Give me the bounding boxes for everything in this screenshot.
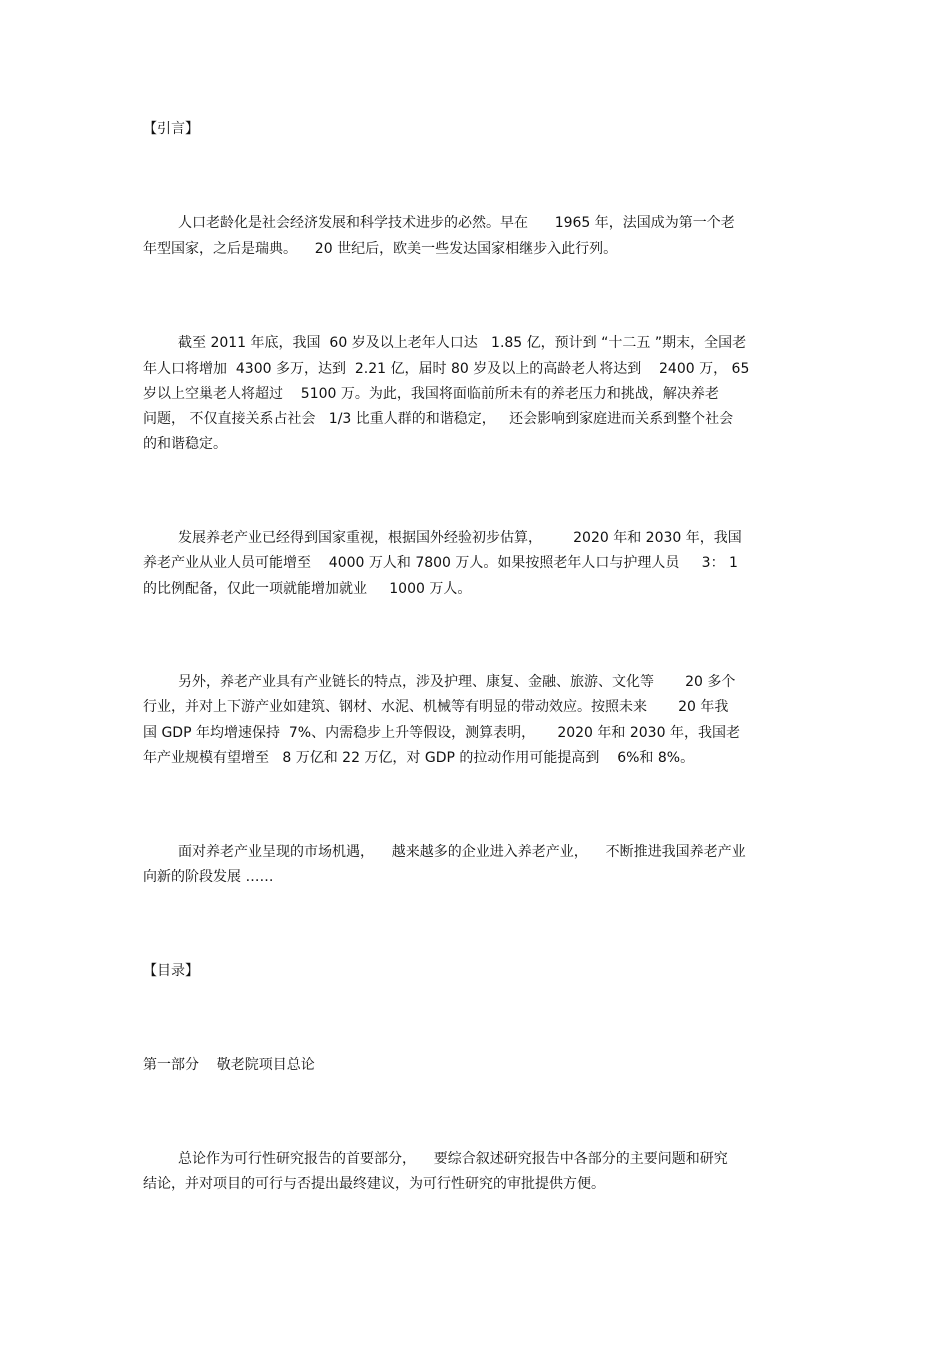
summary-line-1: 总论作为可行性研究报告的首要部分， 要综合叙述研究报告中各部分的主要问题和研究: [178, 1151, 728, 1167]
paragraph-3-line-2: 养老产业从业人员可能增至 4000 万人和 7800 万人。如果按照老年人口与护理人员 3： 1: [143, 555, 738, 571]
toc-heading: 【目录】: [143, 963, 199, 979]
paragraph-3-line-1: 发展养老产业已经得到国家重视，根据国外经验初步估算， 2020 年和 2030 年，我国: [178, 530, 742, 546]
paragraph-2-line-4: 问题， 不仅直接关系占社会 1/3 比重人群的和谐稳定， 还会影响到家庭进而关系到整个社会: [143, 411, 734, 427]
paragraph-1-line-1: 人口老龄化是社会经济发展和科学技术进步的必然。早在 1965 年，法国成为第一个老: [178, 215, 735, 231]
paragraph-3-line-3: 的比例配备，仅此一项就能增加就业 1000 万人。: [143, 581, 472, 597]
paragraph-4-line-4: 年产业规模有望增至 8 万亿和 22 万亿，对 GDP 的拉动作用可能提高到 6%和 8%。: [143, 750, 695, 766]
paragraph-2-line-2: 年人口将增加 4300 多万，达到 2.21 亿，届时 80 岁及以上的高龄老人将达到 2400 万， 65: [143, 361, 750, 377]
paragraph-5-line-1: 面对养老产业呈现的市场机遇， 越来越多的企业进入养老产业， 不断推进我国养老产业: [178, 844, 746, 860]
paragraph-4-line-2: 行业，并对上下游产业如建筑、钢材、水泥、机械等有明显的带动效应。按照未来 20 年我: [143, 699, 729, 715]
summary-line-2: 结论，并对项目的可行与否提出最终建议，为可行性研究的审批提供方便。: [143, 1176, 605, 1192]
intro-heading: 【引言】: [143, 121, 199, 137]
paragraph-2-line-1: 截至 2011 年底，我国 60 岁及以上老年人口达 1.85 亿，预计到 “十二五 ”期末，全国老: [178, 335, 747, 351]
paragraph-2-line-3: 岁以上空巢老人将超过 5100 万。为此，我国将面临前所未有的养老压力和挑战，解决养老: [143, 386, 719, 402]
paragraph-4-line-3: 国 GDP 年均增速保持 7%、内需稳步上升等假设，测算表明， 2020 年和 2030 年，我国老: [143, 725, 740, 741]
paragraph-4-line-1: 另外，养老产业具有产业链长的特点，涉及护理、康复、金融、旅游、文化等 20 多个: [178, 674, 736, 690]
paragraph-1-line-2: 年型国家，之后是瑞典。 20 世纪后，欧美一些发达国家相继步入此行列。: [143, 241, 618, 257]
part-title: 第一部分 敬老院项目总论: [143, 1057, 315, 1073]
paragraph-2-line-5: 的和谐稳定。: [143, 436, 227, 452]
paragraph-5-line-2: 向新的阶段发展 ……: [143, 869, 274, 885]
